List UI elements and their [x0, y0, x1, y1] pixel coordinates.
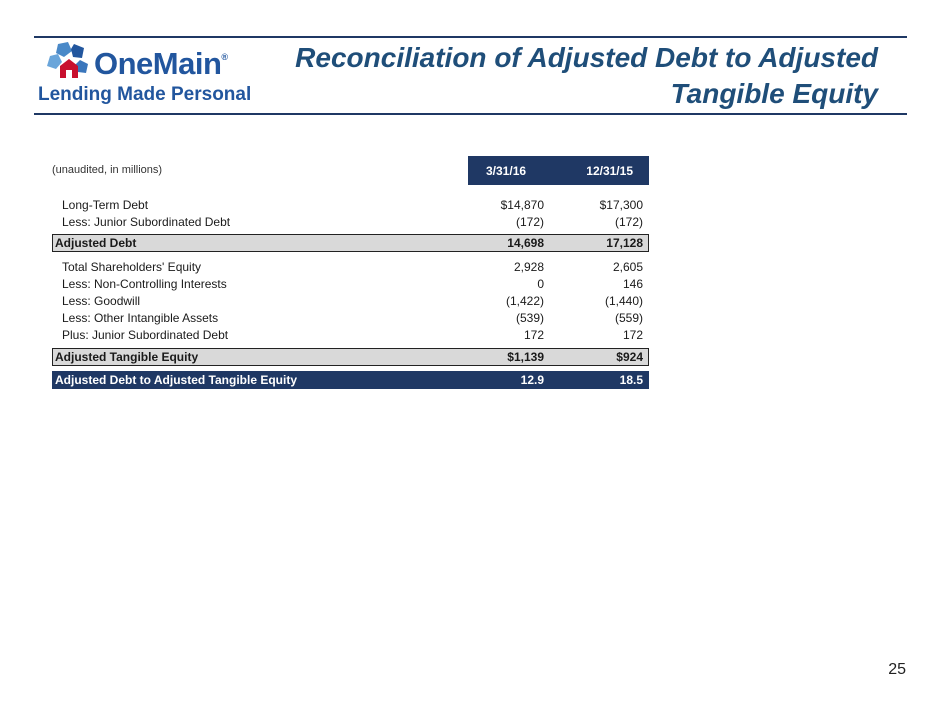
adjusted-tangible-equity-row [52, 348, 649, 366]
row-value-col1: (172) [515, 215, 544, 229]
row-value-col1: 14,698 [507, 236, 544, 250]
top-rule [34, 36, 907, 38]
row-value-col2: $924 [616, 350, 643, 364]
row-value-col2: $17,300 [599, 198, 643, 212]
row-value-col2: 2,605 [612, 260, 643, 274]
row-value-col2: 172 [622, 328, 643, 342]
row-value-col1: (539) [515, 311, 544, 325]
debt-to-equity-ratio-row [52, 371, 649, 389]
row-value-col1: $1,139 [507, 350, 544, 364]
row-value-col2: 146 [622, 277, 643, 291]
logo-mark-icon [44, 42, 94, 86]
col2-header: 12/31/15 [586, 164, 633, 178]
row-value-col1: 12.9 [520, 373, 544, 387]
bottom-rule [34, 113, 907, 115]
table-row [52, 293, 649, 310]
table-row [52, 214, 649, 231]
row-label: Plus: Junior Subordinated Debt [62, 328, 229, 342]
table-row [52, 327, 649, 344]
table-row [52, 276, 649, 293]
row-value-col2: (172) [614, 215, 643, 229]
onemain-logo [38, 42, 274, 108]
table-row [52, 259, 649, 276]
row-label: Less: Non-Controlling Interests [62, 277, 227, 291]
row-value-col1: 172 [523, 328, 544, 342]
page-number: 25 [888, 661, 906, 678]
row-label: Less: Other Intangible Assets [62, 311, 219, 325]
row-value-col2: (1,440) [604, 294, 643, 308]
row-label: Adjusted Tangible Equity [55, 350, 199, 364]
row-value-col1: (1,422) [505, 294, 544, 308]
row-value-col1: 0 [537, 277, 544, 291]
row-value-col2: 18.5 [619, 373, 643, 387]
brand-tagline: Lending Made Personal [38, 84, 252, 105]
row-label: Adjusted Debt to Adjusted Tangible Equity [55, 373, 297, 387]
row-label: Less: Goodwill [62, 294, 141, 308]
row-label: Total Shareholders' Equity [62, 260, 202, 274]
row-value-col1: $14,870 [500, 198, 544, 212]
page-title: Reconciliation of Adjusted Debt to Adjusted Tangible Equity [295, 42, 878, 109]
row-value-col2: (559) [614, 311, 643, 325]
row-label: Less: Junior Subordinated Debt [62, 215, 231, 229]
col1-header: 3/31/16 [486, 164, 527, 178]
adjusted-debt-row [52, 234, 649, 252]
table-row [52, 310, 649, 327]
table-row [52, 197, 649, 214]
brand-name: OneMain® [94, 46, 228, 81]
column-header [468, 156, 649, 185]
row-label: Long-Term Debt [62, 198, 149, 212]
row-value-col1: 2,928 [513, 260, 544, 274]
row-value-col2: 17,128 [606, 236, 643, 250]
unit-note: (unaudited, in millions) [52, 164, 163, 176]
row-label: Adjusted Debt [55, 236, 137, 250]
